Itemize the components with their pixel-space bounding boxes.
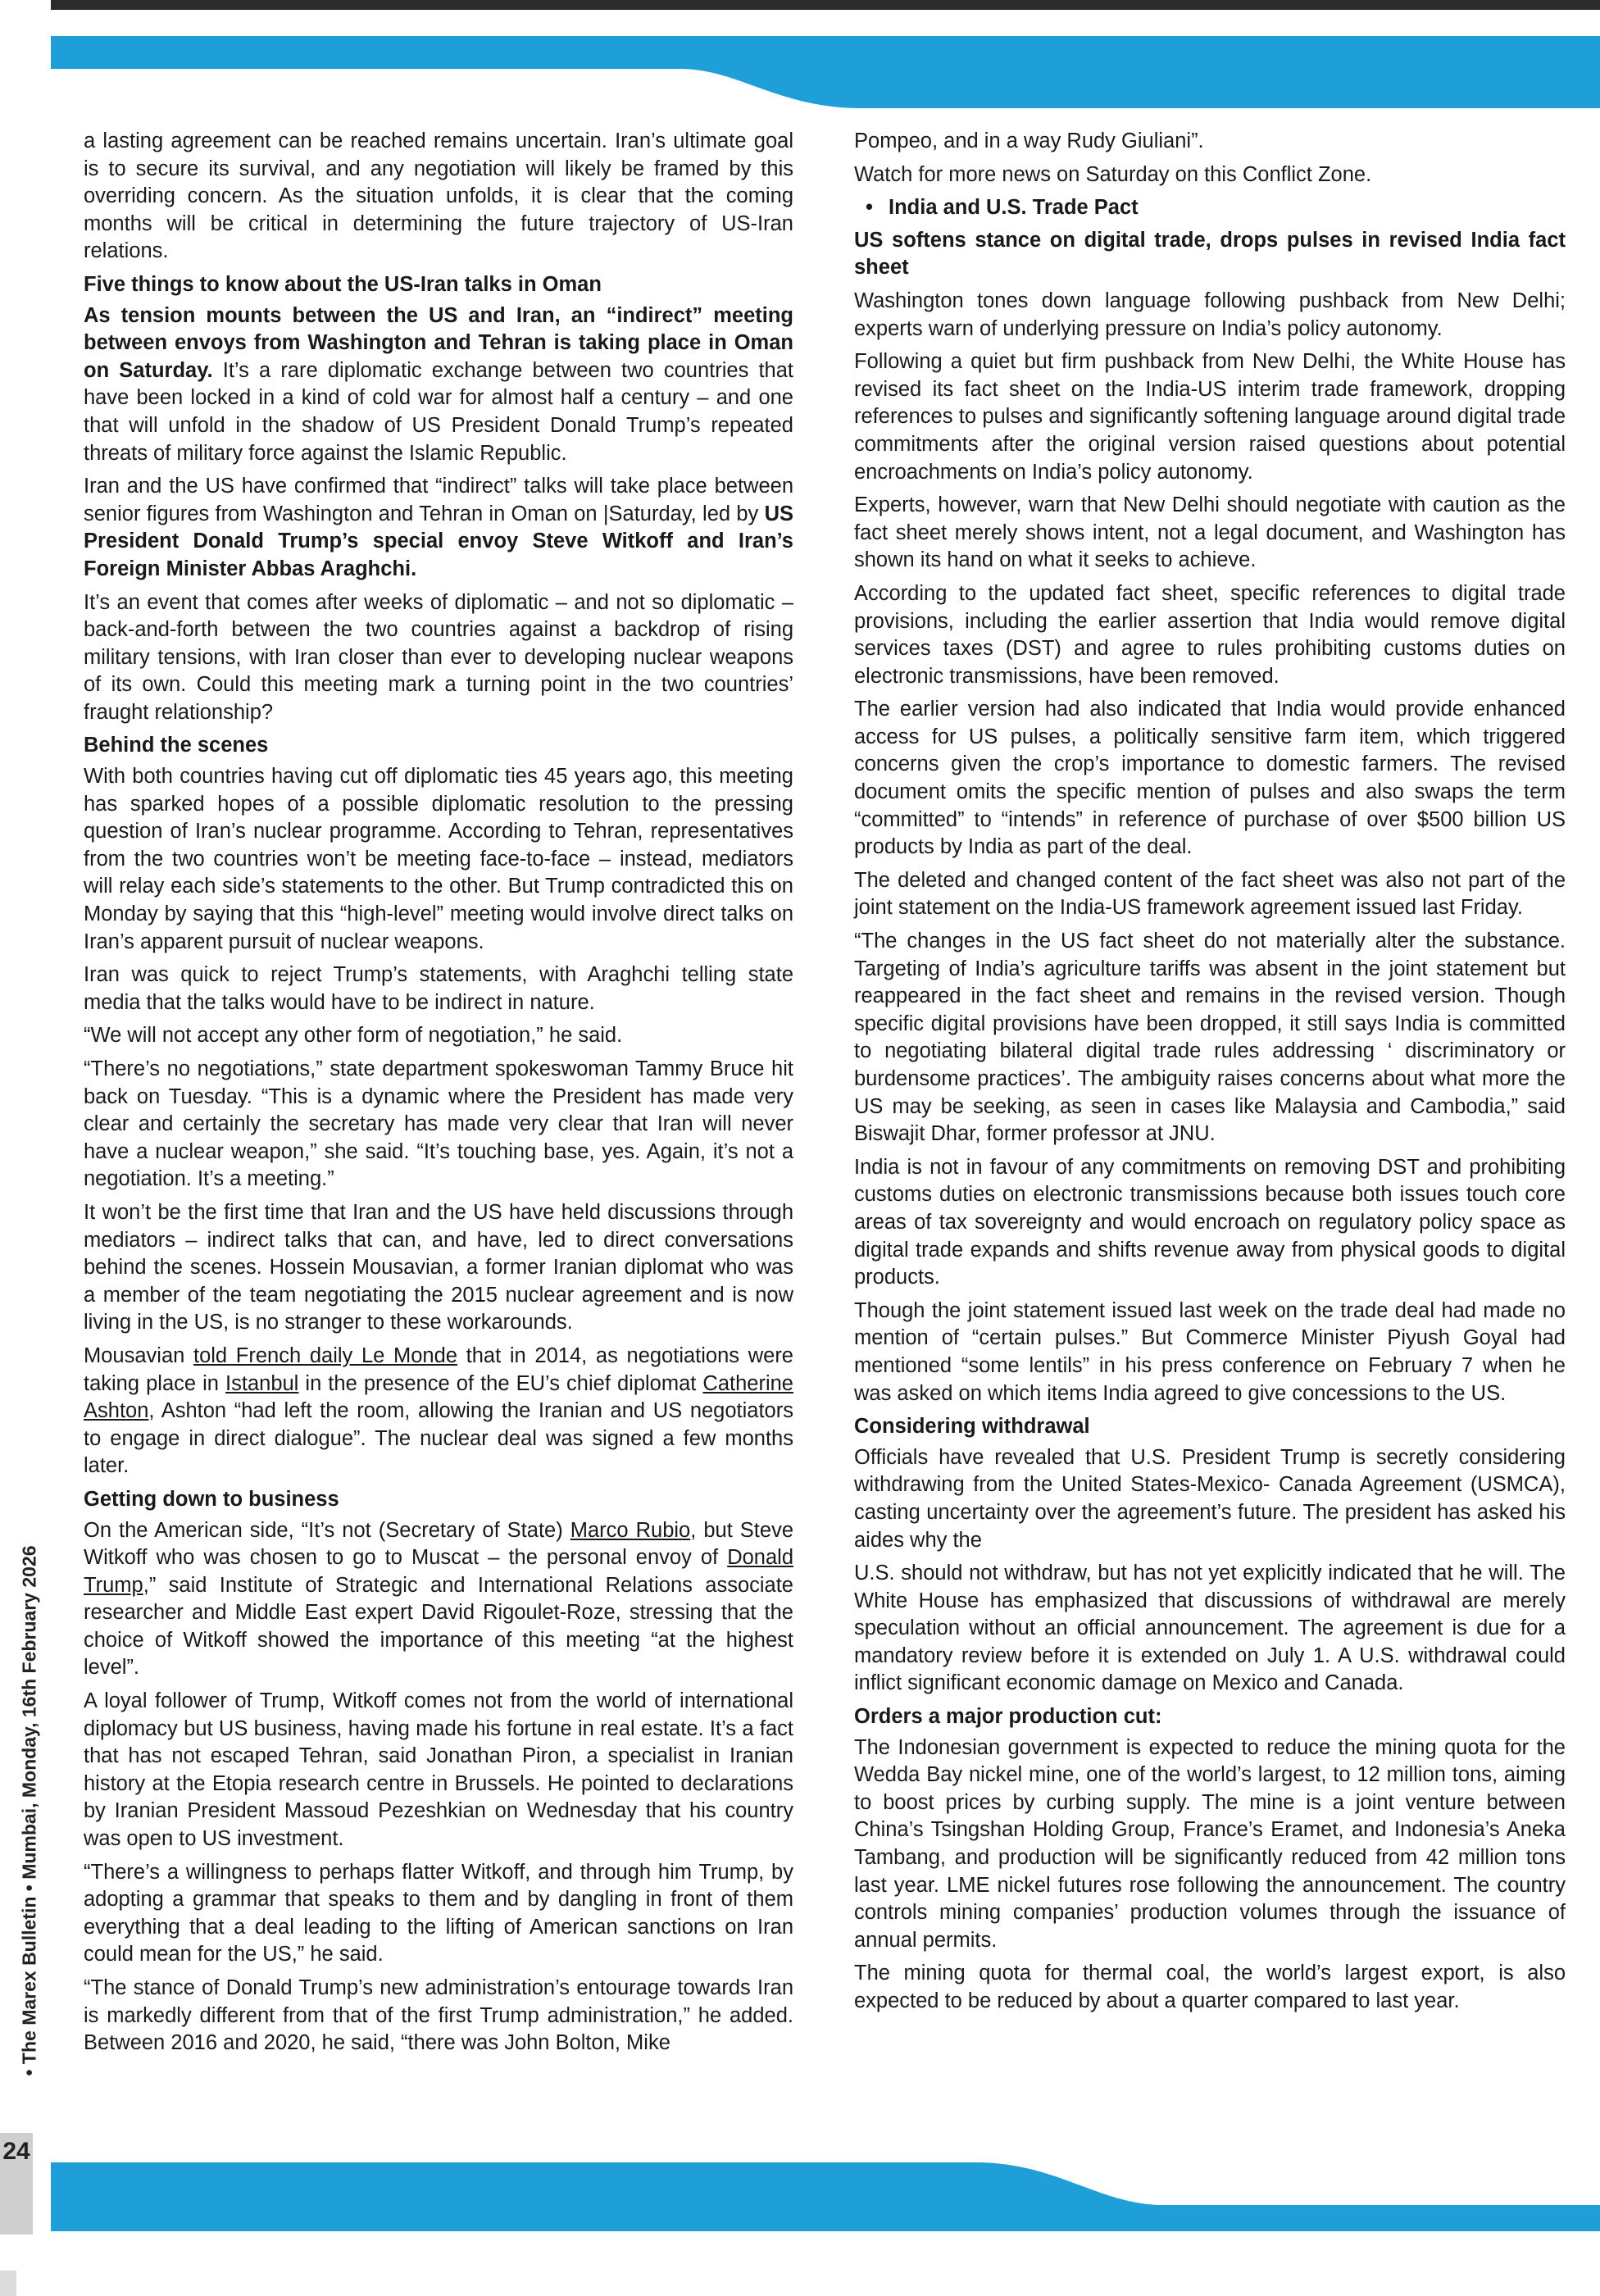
paragraph: The deleted and changed content of the fact sheet was also not part of the joint statement on the India-US framework agreement issued last Friday. <box>854 868 1566 920</box>
paragraph: Following a quiet but firm pushback from New Delhi, the White House has revised its fact sheet on the India-US interim trade framework, dropping references to pulses and significantly softening language around digital trade commitments after the original version raised questions about potential encroachments on India’s policy autonomy. <box>854 350 1566 484</box>
paragraph-text: Mousavian <box>84 1344 193 1367</box>
section-heading: Considering withdrawal <box>854 1415 1090 1439</box>
paragraph <box>84 473 793 583</box>
link-catherine-ashton[interactable]: Catherine Ashton <box>84 1371 793 1423</box>
paragraph: According to the updated fact sheet, specific references to digital trade provisions, including the earlier assertion that India would remove digital services taxes (DST) and agree to rules prohibiting customs duties on electronic transmissions, have been removed. <box>854 581 1566 688</box>
paragraph <box>84 302 793 468</box>
paragraph: “There’s a willingness to perhaps flatter Witkoff, and through him Trump, by adopting a grammar that speaks to them and by dangling in front of them everything that a deal leading to the lifting of American sanctions on Iran could mean for the US,” he said. <box>84 1860 793 1966</box>
paragraph-text: On the American side, “It’s not (Secretary of State) <box>84 1518 570 1542</box>
bottom-wave-shape <box>51 2162 1600 2231</box>
paragraph-text: , Ashton “had left the room, allowing the Iranian and US negotiators to engage in direct dialogue”. The nuclear deal was signed a few months later. <box>84 1399 793 1478</box>
section-heading: Five things to know about the US-Iran talks in Oman <box>84 272 602 296</box>
paragraph: The mining quota for thermal coal, the world’s largest export, is also expected to be reduced by about a quarter compared to last year. <box>854 1962 1566 2012</box>
paragraph: Iran was quick to reject Trump’s statements, with Araghchi telling state media that the talks would have to be indirect in nature. <box>84 963 793 1014</box>
article-headline: US softens stance on digital trade, drops pulses in revised India fact sheet <box>854 228 1566 280</box>
section-heading: Getting down to business <box>84 1487 339 1511</box>
paragraph-text: , but Steve Witkoff who was chosen to go to Muscat – the personal envoy of <box>84 1518 794 1570</box>
paragraph: “The changes in the US fact sheet do not materially alter the substance. Targeting of India’s agriculture tariffs was absent in the joint statement but reappeared in the fact sheet and remains in the revised version. Though specific digital provisions have been dropped, it still says India is committed to negotiating bilateral digital trade rules addressing ‘ discriminatory or burdensome practices’. The ambiguity raises concerns about what more the US may be seeking, as seen in cases like Malaysia and Cambodia,” said Biswajit Dhar, former professor at JNU. <box>854 930 1566 1146</box>
paragraph: a lasting agreement can be reached remains uncertain. Iran’s ultimate goal is to secure its survival, and any negotiation will likely be framed by this overriding concern. As the situation unfolds, it is clear that the coming months will be critical in determining the future trajectory of US-Iran relations. <box>84 130 793 263</box>
bottom-corner-tab <box>0 2271 16 2296</box>
paragraph: With both countries having cut off diplomatic ties 45 years ago, this meeting has sparked hopes of a possible diplomatic resolution to the pressing question of Iran’s nuclear programme. According to Tehran, representatives from the two countries won’t be meeting face-to-face – instead, mediators will relay each side’s statements to the other. But Trump contradicted this on Monday by saying that this “high-level” meeting would involve direct talks on Iran’s apparent pursuit of nuclear weapons. <box>84 765 793 953</box>
paragraph-text: in the presence of the EU’s chief diplomat <box>298 1371 703 1395</box>
paragraph: “We will not accept any other form of negotiation,” he said. <box>84 1024 623 1048</box>
paragraph <box>84 1343 793 1480</box>
paragraph: India is not in favour of any commitments on removing DST and prohibiting customs duties on electronic transmissions because both issues touch core areas of tax sovereignty and would encroach on regulatory policy space as digital trade expands and shifts revenue away from physical goods to digital products. <box>854 1155 1566 1289</box>
section-heading: Orders a major production cut: <box>854 1705 1162 1729</box>
paragraph: It’s an event that comes after weeks of diplomatic – and not so diplomatic – back-and-forth between the two countries against a backdrop of rising military tensions, with Iran closer than ever to developing nuclear weapons of its own. Could this meeting mark a turning point in the two countries’ fraught relationship? <box>84 590 793 724</box>
paragraph-text: It’s a rare diplomatic exchange between two countries that have been locked in a kind of cold war for almost half a century – and one that will unfold in the shadow of US President Donald Trump’s repeated threats of military force against the Islamic Republic. <box>84 358 793 465</box>
section-heading: Behind the scenes <box>84 734 269 757</box>
paragraph: Washington tones down language following pushback from New Delhi; experts warn of underlying pressure on India’s policy autonomy. <box>854 289 1566 340</box>
top-rule <box>51 0 1600 10</box>
paragraph: “The stance of Donald Trump’s new administration’s entourage towards Iran is markedly different from that of the first Trump administration,” he added. Between 2016 and 2020, he said, “there was John Bolton, Mike <box>84 1976 793 2055</box>
paragraph-text: ,” said Institute of Strategic and International Relations associate researcher and Middle East expert David Rigoulet-Roze, stressing that the choice of Witkoff showed the importance of this meeting “at the highest level”. <box>84 1573 793 1680</box>
bold-text: US President Donald Trump’s special envoy Steve Witkoff and Iran’s Foreign Minister Abbas Araghchi. <box>84 502 793 580</box>
link-le-monde[interactable]: told French daily Le Monde <box>193 1344 457 1367</box>
paragraph: Experts, however, warn that New Delhi should negotiate with caution as the fact sheet merely shows intent, not a legal document, and Washington has shown its hand on what it seeks to achieve. <box>854 493 1566 572</box>
link-donald-trump[interactable]: Donald Trump <box>84 1546 793 1597</box>
paragraph: “There’s no negotiations,” state department spokeswoman Tammy Bruce hit back on Tuesday. “This is a dynamic where the President has made very clear and certainly the secretary has made very clear that Iran will never have a nuclear weapon,” she said. “It’s touching base, yes. Again, it’s not a negotiation. It’s a meeting.” <box>84 1057 793 1191</box>
paragraph: Pompeo, and in a way Rudy Giuliani”. <box>854 130 1204 152</box>
left-column <box>84 128 793 2063</box>
page-number-tab <box>0 2133 33 2235</box>
publication-side-label <box>18 1508 41 2113</box>
paragraph: Watch for more news on Saturday on this Conflict Zone. <box>854 162 1372 186</box>
page-number: 24 <box>2 2138 30 2165</box>
bottom-wave-banner <box>0 2154 1600 2231</box>
paragraph: Officials have revealed that U.S. President Trump is secretly considering withdrawing from the United States-Mexico- Canada Agreement (USMCA), casting uncertainty over the agreement’s future. The president has asked his aides why the <box>854 1445 1566 1552</box>
bullet-heading: • India and U.S. Trade Pact <box>854 194 1566 222</box>
right-column <box>854 128 1566 2021</box>
paragraph <box>84 1517 793 1683</box>
paragraph: The Indonesian government is expected to reduce the mining quota for the Wedda Bay nickel mine, one of the world’s largest, to 12 million tons, aiming to boost prices by curbing supply. The mine is a joint venture between China’s Tsingshan Holding Group, France’s Eramet, and Indonesia’s Aneka Tambang, and production will be significantly reduced from 42 million tons last year. LME nickel futures rose following the announcement. The country controls mining companies’ production volumes through the issuance of annual permits. <box>854 1735 1566 1952</box>
link-marco-rubio[interactable]: Marco Rubio <box>570 1518 691 1542</box>
side-label-text: • The Marex Bulletin • Mumbai, Monday, 16th February 2026 <box>18 1545 40 2076</box>
top-wave-shape <box>51 36 1600 108</box>
top-wave-banner <box>0 36 1600 110</box>
lead-text: As tension mounts between the US and Iran, an “indirect” meeting between envoys from Washington and Tehran is taking place in Oman on Saturday. <box>84 303 793 382</box>
paragraph: The earlier version had also indicated that India would provide enhanced access for US pulses, a politically sensitive farm item, which triggered concerns given the crop’s importance to domestic farmers. The revised document omits the specific mention of pulses and also swaps the term “committed” to “intends” in reference of purchase of over $500 billion US products by India as part of the deal. <box>854 698 1566 859</box>
paragraph-text: that in 2014, as negotiations were taking place in <box>84 1344 793 1395</box>
paragraph: Though the joint statement issued last week on the trade deal had made no mention of “certain pulses.” But Commerce Minister Piyush Goyal had mentioned “some lentils” in his press conference on February 7 when he was asked on which items India agreed to give concessions to the US. <box>854 1298 1566 1405</box>
paragraph: A loyal follower of Trump, Witkoff comes not from the world of international diplomacy but US business, having made his fortune in real estate. It’s a fact that has not escaped Tehran, said Jonathan Piron, a specialist in Iranian history at the Etopia research centre in Brussels. He pointed to declarations by Iranian President Massoud Pezeshkian on Wednesday that his country was open to US investment. <box>84 1689 793 1851</box>
paragraph-text: Iran and the US have confirmed that “indirect” talks will take place between senior figures from Washington and Tehran in Oman on |Saturday, led by <box>84 475 793 525</box>
paragraph: It won’t be the first time that Iran and the US have held discussions through mediators – indirect talks that can, and have, led to direct conversations behind the scenes. Hossein Mousavian, a former Iranian diplomat who was a member of the team negotiating the 2015 nuclear agreement and is now living in the US, is no stranger to these workarounds. <box>84 1200 793 1334</box>
paragraph: U.S. should not withdraw, but has not yet explicitly indicated that he will. The White House has emphasized that discussions of withdrawal are merely speculation without an official announcement. The agreement is due for a mandatory review before it is extended on July 1. A U.S. withdrawal could inflict significant economic damage on Mexico and Canada. <box>854 1562 1566 1695</box>
link-istanbul[interactable]: Istanbul <box>225 1371 299 1395</box>
